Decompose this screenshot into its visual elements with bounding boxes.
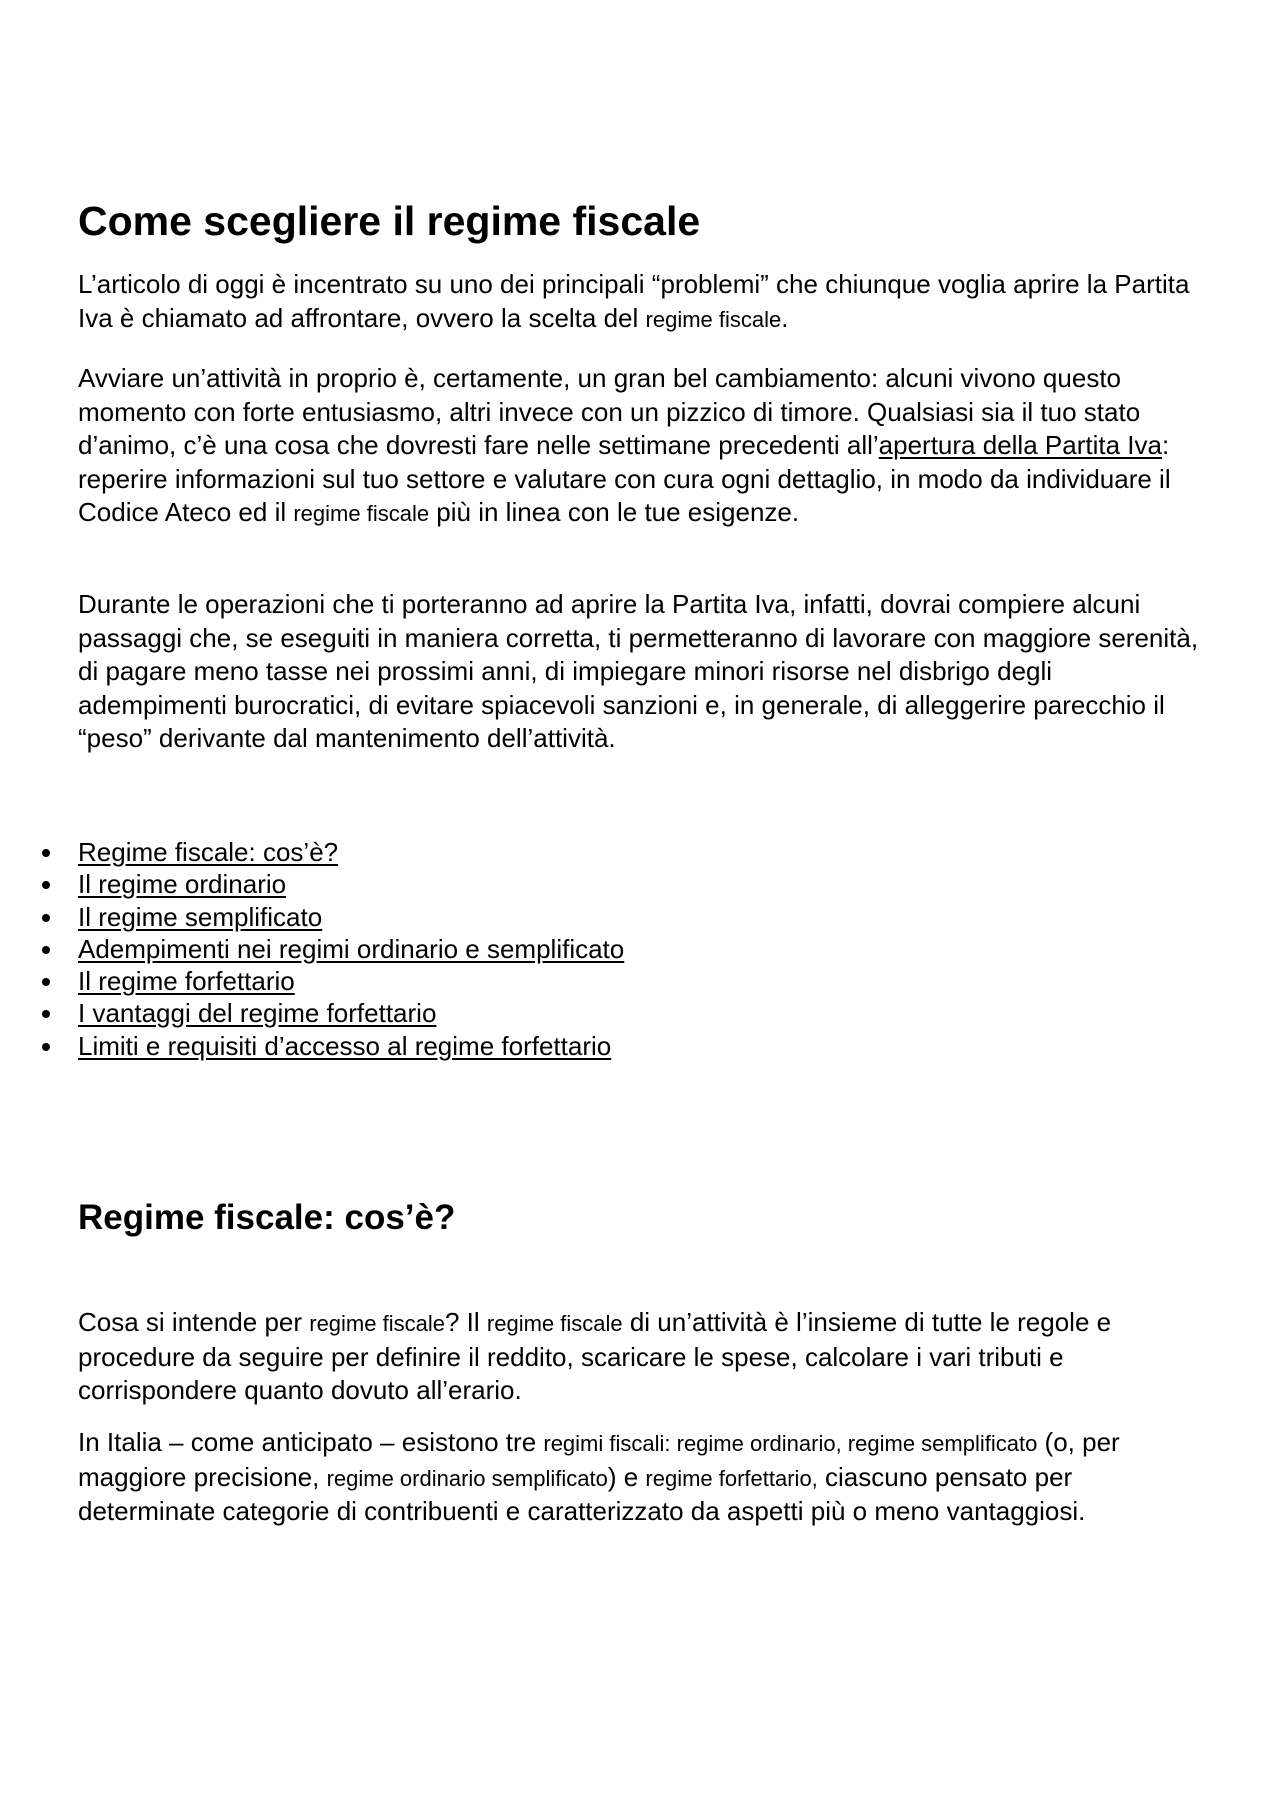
toc-link-vantaggi-forfettario[interactable]: I vantaggi del regime forfettario [78,998,437,1029]
toc-link-limiti-requisiti[interactable]: Limiti e requisiti d’accesso al regime forfettario [78,1030,612,1061]
s1p2-e: ) e [607,1461,646,1492]
intro-p2-text-1: Avviare un’attività in proprio è, certamente, un gran bel cambiamento: alcuni vivono questo momento con forte entusiasmo, altri invece con un pizzico di timore. Qualsiasi sia il tuo stato d’animo, c’è una cosa che dovresti fare nelle settimane precedenti all’ [78,363,1141,460]
toc-item [78,997,624,1029]
intro-paragraph-3: Durante le operazioni che ti porteranno ad aprire la Partita Iva, infatti, dovrai compiere alcuni passaggi che, se eseguiti in maniera corretta, ti permetteranno di lavorare con maggiore serenità, di pagare meno tasse nei prossimi anni, di impiegare minori risorse nel disbrigo degli adempimenti burocratici, di evitare spiacevoli sanzioni e, in generale, di alleggerire parecchio il “peso” derivante dal mantenimento dell’attività. [78,589,1199,753]
intro-p2-term: regime fiscale [293,501,430,526]
toc-item [78,933,624,965]
article-title: Come scegliere il regime fiscale [78,198,701,244]
toc-item [78,836,624,868]
intro-paragraph-2 [78,362,1208,531]
s1p2-term-regimi: regimi fiscali: regime ordinario, regime semplificato [543,1431,1038,1456]
toc-item [78,868,624,900]
s1p2-term-ordinario-semplificato: regime ordinario semplificato [326,1465,608,1491]
intro-p2-text-2: : reperire informazioni sul tuo settore e valutare con cura ogni dettaglio, in modo da individuare il Codice Ateco ed il [78,430,1171,527]
s1p2-g: ciascuno pensato per determinate categorie di contribuenti e caratterizzato da aspetti più o meno vantaggiosi. [78,1461,1086,1526]
s1p1-a: Cosa si intende per [78,1307,310,1337]
s1p2-a: In Italia – come anticipato – esistono tre [78,1427,544,1457]
s1p2-c: (o, per maggiore precisione, [78,1427,1120,1492]
apertura-partita-iva-link[interactable]: apertura della Partita Iva [878,430,1162,460]
s1p1-c: ? Il [444,1307,487,1337]
section-heading-regime-fiscale: Regime fiscale: cos’è? [78,1198,456,1237]
intro-p2-text-3: più in linea con le tue esigenze. [429,497,800,527]
s1p2-term-forfettario: regime forfettario, [645,1465,818,1491]
toc-link-regime-semplificato[interactable]: Il regime semplificato [78,901,323,932]
intro-paragraph-1 [78,268,1208,336]
s1p1-term-2: regime fiscale [486,1311,623,1336]
s1p1-term-1: regime fiscale [309,1311,445,1336]
toc-item [78,901,624,933]
toc-link-adempimenti[interactable]: Adempimenti nei regimi ordinario e semplificato [78,933,625,964]
section1-paragraph-2 [78,1426,1208,1529]
toc-link-regime-ordinario[interactable]: Il regime ordinario [78,869,287,900]
toc-item [78,1030,624,1062]
intro-p1-text: L’articolo di oggi è incentrato su uno dei principali “problemi” che chiunque voglia aprire la Partita Iva è chiamato ad affrontare, ovvero la scelta del [78,269,1190,333]
intro-p1-term: regime fiscale [645,306,782,332]
toc-link-regime-forfettario[interactable]: Il regime forfettario [78,966,295,997]
toc-item [78,965,624,997]
toc-link-regime-fiscale[interactable]: Regime fiscale: cos’è? [78,837,339,867]
section1-paragraph-1 [78,1306,1208,1408]
table-of-contents [78,836,624,1062]
s1p1-e: di un’attività è l’insieme di tutte le regole e procedure da seguire per definire il reddito, scaricare le spese, calcolare i vari tributi e corrispondere quanto dovuto all’erario. [78,1307,1112,1405]
intro-p1-end: . [781,302,789,333]
